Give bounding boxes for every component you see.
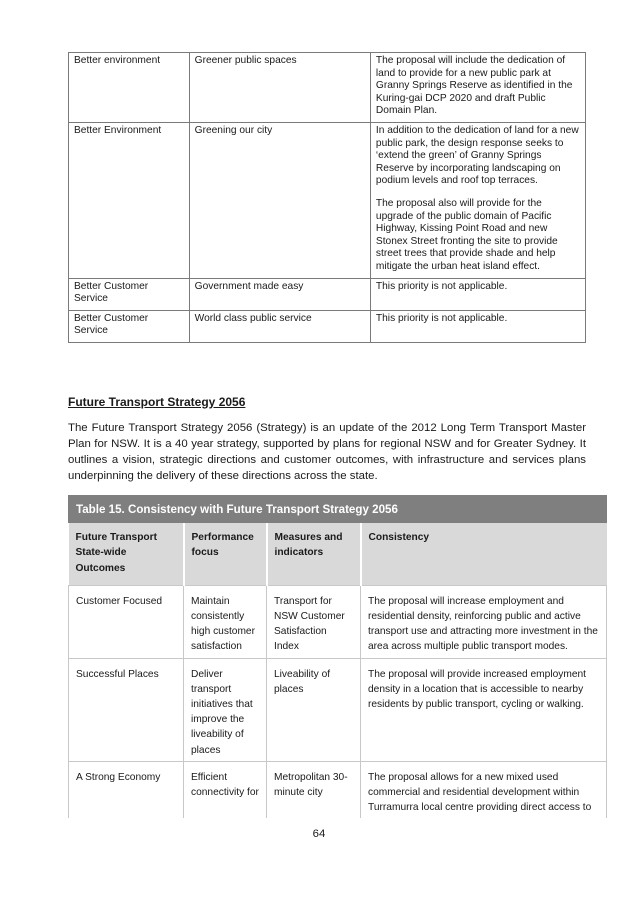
cell-paragraph: This priority is not applicable.	[375, 280, 508, 292]
table-cell: Greening our city	[189, 122, 370, 278]
table-cell: Metropolitan 30-minute city	[267, 761, 361, 818]
cell-paragraph: In addition to the dedication of land for a new public park, the design response seeks to ‘extend the green’ of Granny Springs Reserve by incorporating landscaping on podium levels and roof top terraces.	[375, 124, 579, 187]
table-cell: Greener public spaces	[189, 53, 370, 123]
section-paragraph: The Future Transport Strategy 2056 (Strategy) is an update of the 2012 Long Term Transport Master Plan for NSW. It is a 40 year strategy, supported by plans for regional NSW and for Greater Sydney. It outlines a vision, strategic directions and customer outcomes, with infrastructure and services plans underpinning the delivery of these directions across the state.	[68, 422, 586, 482]
table-cell	[370, 53, 585, 123]
strategy-priorities-table	[68, 52, 586, 343]
table-caption: Table 15. Consistency with Future Transport Strategy 2056	[68, 495, 607, 523]
column-header: Measures and indicators	[267, 523, 361, 585]
table-cell: Efficient connectivity for	[184, 761, 267, 818]
table-cell: Better environment	[69, 53, 190, 123]
table-cell: A Strong Economy	[69, 761, 184, 818]
table-cell	[370, 278, 585, 310]
table-cell: World class public service	[189, 310, 370, 342]
table-cell: Better Environment	[69, 122, 190, 278]
table-row	[69, 53, 586, 123]
table-cell: Maintain consistently high customer satisfaction	[184, 585, 267, 658]
table-row	[69, 310, 586, 342]
table-row	[69, 278, 586, 310]
table-row	[69, 585, 607, 658]
section-heading: Future Transport Strategy 2056	[68, 395, 246, 409]
table-cell: Better Customer Service	[69, 278, 190, 310]
table-cell	[370, 310, 585, 342]
table-cell: Customer Focused	[69, 585, 184, 658]
table-cell	[370, 122, 585, 278]
consistency-table	[68, 495, 607, 818]
page-number: 64	[312, 828, 326, 840]
table-row	[69, 658, 607, 761]
table-row	[69, 122, 586, 278]
table-cell: The proposal will increase employment and residential density, reinforcing public and active transport use and attracting more investment in the area across multiple public transport modes.	[361, 585, 607, 658]
cell-paragraph: The proposal will include the dedication of land to provide for a new public park at Granny Springs Reserve as identified in the Kuring-gai DCP 2020 and draft Public Domain Plan.	[375, 55, 573, 117]
table-cell: Transport for NSW Customer Satisfaction Index	[267, 585, 361, 658]
cell-paragraph: This priority is not applicable.	[375, 312, 508, 324]
table-cell: Deliver transport initiatives that improve the liveability of places	[184, 658, 267, 761]
column-header: Future Transport State-wide Outcomes	[69, 523, 184, 585]
table-cell: The proposal will provide increased employment density in a location that is accessible to nearby residents by public transport, cycling or walking.	[361, 658, 607, 761]
column-header: Consistency	[361, 523, 607, 585]
table-cell: Government made easy	[189, 278, 370, 310]
table-cell: Successful Places	[69, 658, 184, 761]
column-header: Performance focus	[184, 523, 267, 585]
table-cell: Liveability of places	[267, 658, 361, 761]
table-header-row	[69, 523, 607, 585]
table-cell: The proposal allows for a new mixed used commercial and residential development within Turramurra local centre providing direct access to	[361, 761, 607, 818]
table-cell: Better Customer Service	[69, 310, 190, 342]
cell-paragraph: The proposal also will provide for the upgrade of the public domain of Pacific Highway, Kissing Point Road and new Stonex Street fronting the site to provide street trees that provide shade and help mitigate the urban heat island effect.	[375, 197, 558, 272]
table-row	[69, 761, 607, 818]
